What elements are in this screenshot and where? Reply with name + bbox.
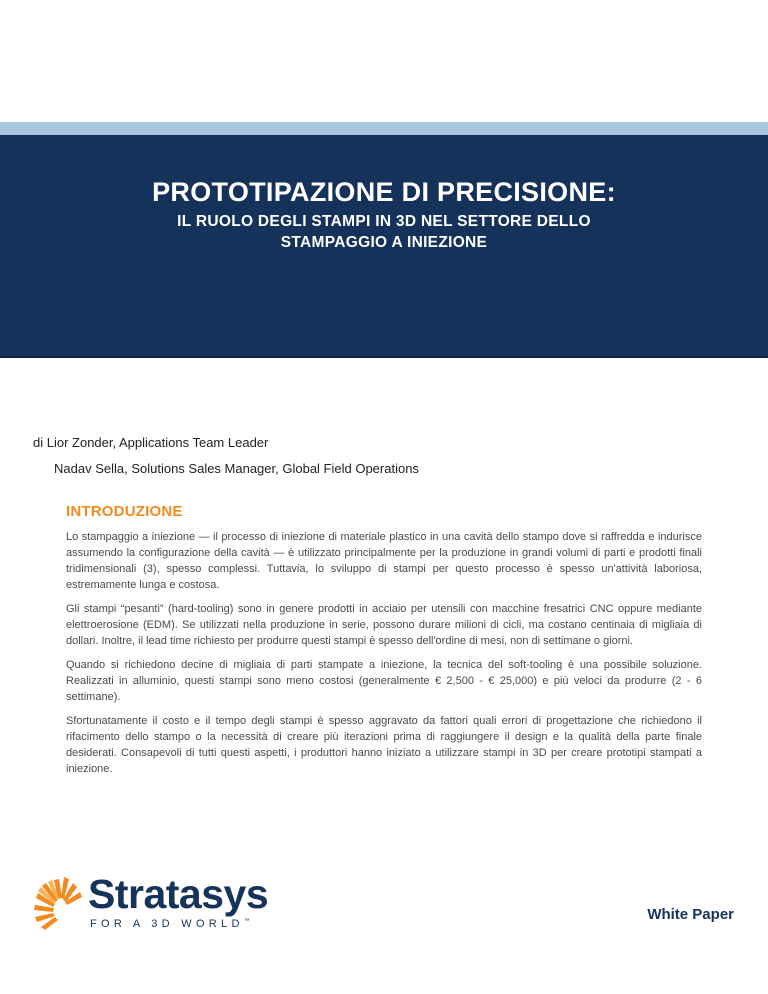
paragraph: Gli stampi “pesanti” (hard-tooling) sono in genere prodotti in acciaio per utensili con macchine fresatrici CNC oppure mediante elettroerosione (EDM). Se utilizzati nella produzione in serie, possono durare milioni di cicli, ma costano centinaia di migliaia di dollari. Inoltre, il lead time richiesto per produrre questi stampi è spesso dell'ordine di mesi, non di settimane o giorni. [66,603,702,647]
author-line-2: Nadav Sella, Solutions Sales Manager, Global Field Operations [54,461,419,476]
document-subtitle [134,211,634,253]
paragraph: Lo stampaggio a iniezione — il processo di iniezione di materiale plastico in una cavità dello stampo dove si raffredda e indurisce assumendo la configurazione della cavità — è utilizzato principalmente per la produzione in grandi volumi di parti e prodotti finali tridimensionali (3), spesso complessi. Tuttavia, lo sviluppo di stampi per questo processo è spesso un'attività laboriosa, estremamente lunga e costosa. [66,531,702,591]
logo-tagline [90,918,250,930]
document-type-label: White Paper [647,906,734,923]
stratasys-logo [34,870,284,940]
stratasys-starburst-icon [34,874,90,934]
logo-tagline-text: FOR A 3D WORLD [90,918,244,930]
top-accent-stripe [0,122,768,135]
paragraph: Sfortunatamente il costo e il tempo degli stampi è spesso aggravato da fattori quali errori di progettazione che richiedono il rifacimento dello stampo o la necessità di creare più iterazioni prima di raggiungere il design e la qualità della parte finale desiderati. Consapevoli di tutti questi aspetti, i produttori hanno iniziato a utilizzare stampi in 3D per creare prototipi stampati a iniezione. [66,715,702,775]
subtitle-line-1: IL RUOLO DEGLI STAMPI IN 3D NEL SETTORE DELLO [177,213,591,230]
paragraph: Quando si richiedono decine di migliaia di parti stampate a iniezione, la tecnica del soft-tooling è una possibile soluzione. Realizzati in alluminio, questi stampi sono meno costosi (generalmente € 2,500 - € 25,000) e più veloci da produrre (2 - 6 settimane). [66,659,702,703]
trademark-symbol: ™ [243,918,250,925]
subtitle-line-2: STAMPAGGIO A INIEZIONE [280,234,488,251]
author-line-1: di Lior Zonder, Applications Team Leader [33,435,269,450]
logo-wordmark: Stratasys [88,871,269,917]
document-title: PROTOTIPAZIONE DI PRECISIONE: [152,177,616,207]
section-heading: INTRODUZIONE [66,503,183,520]
body-text [66,529,702,785]
